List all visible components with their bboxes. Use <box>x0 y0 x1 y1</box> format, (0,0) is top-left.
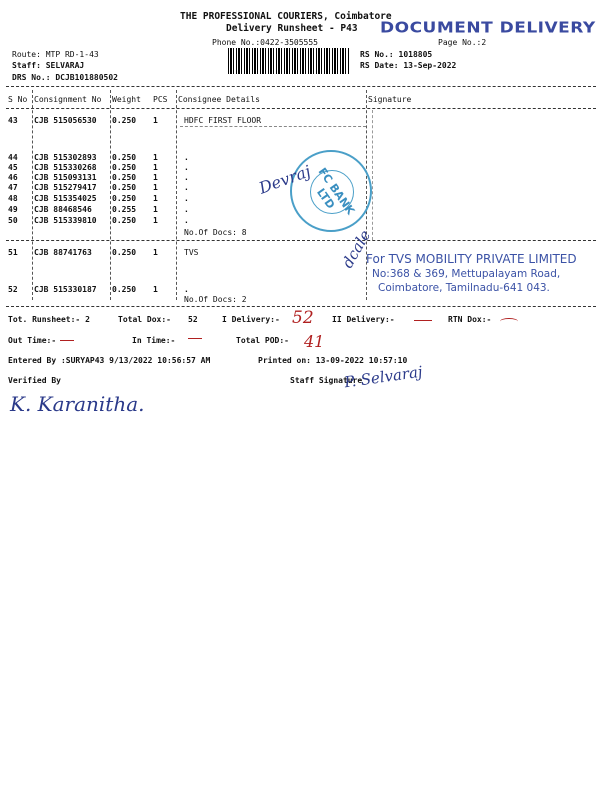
row-details: . <box>184 183 189 192</box>
tvs-stamp-line2: No:368 & 369, Mettupalayam Road, <box>372 268 561 280</box>
rtn-dox-dash <box>500 318 518 325</box>
col-weight: Weight <box>112 95 141 104</box>
receiver-signature: Devraj <box>256 161 314 198</box>
row-details: . <box>184 216 189 225</box>
divider <box>6 240 596 241</box>
staff-signature-label: Staff Signature <box>290 376 363 385</box>
row-details: . <box>184 194 189 203</box>
row-sno: 44 <box>8 153 18 162</box>
total-dox-value: 52 <box>188 315 198 324</box>
column-separator <box>32 90 33 300</box>
row-pcs: 1 <box>153 153 158 162</box>
row-pcs: 1 <box>153 205 158 214</box>
company-name: THE PROFESSIONAL COURIERS, Coimbatore <box>180 11 392 22</box>
col-signature: Signature <box>368 95 412 104</box>
row-weight: 0.250 <box>112 173 137 182</box>
row-pcs: 1 <box>153 248 158 257</box>
row-consignment: CJB 88741763 <box>34 248 92 257</box>
column-separator <box>110 90 111 300</box>
row-sno: 46 <box>8 173 18 182</box>
row-pcs: 1 <box>153 285 158 294</box>
row-details: . <box>184 205 189 214</box>
printed-on: Printed on: 13-09-2022 10:57:10 <box>258 356 408 365</box>
rs-date: RS Date: 13-Sep-2022 <box>360 61 457 70</box>
in-time-dash <box>188 338 202 339</box>
route: Route: MTP RD-1-43 <box>12 50 99 59</box>
row-weight: 0.250 <box>112 248 137 257</box>
row-weight: 0.250 <box>112 194 137 203</box>
rs-number: RS No.: 1018805 <box>360 50 433 59</box>
divider <box>6 86 596 87</box>
row-consignment: CJB 88468546 <box>34 205 92 214</box>
row-sno: 43 <box>8 116 18 125</box>
row-details: . <box>184 163 189 172</box>
row-consignment: CJB 515302893 <box>34 153 97 162</box>
docs-count: No.Of Docs: 8 <box>184 228 247 237</box>
row-weight: 0.250 <box>112 116 137 125</box>
out-time-label: Out Time:- <box>8 336 57 345</box>
i-delivery-label: I Delivery:- <box>222 315 280 324</box>
row-consignment: CJB 515279417 <box>34 183 97 192</box>
total-pod-label: Total POD:- <box>236 336 289 345</box>
tvs-stamp-line1: For TVS MOBILITY PRIVATE LIMITED <box>366 252 577 266</box>
row-sno: 45 <box>8 163 18 172</box>
docs-count: No.Of Docs: 2 <box>184 295 247 304</box>
row-pcs: 1 <box>153 116 158 125</box>
col-consignment: Consignment No <box>34 95 102 104</box>
row-sno: 47 <box>8 183 18 192</box>
row-sno: 50 <box>8 216 18 225</box>
divider <box>6 108 596 109</box>
row-consignment: CJB 515330268 <box>34 163 97 172</box>
row-details: . <box>184 285 189 294</box>
total-dox-label: Total Dox:- <box>118 315 171 324</box>
page-number: Page No.:2 <box>438 38 487 47</box>
row-weight: 0.250 <box>112 216 137 225</box>
row-details: TVS <box>184 248 199 257</box>
row-pcs: 1 <box>153 216 158 225</box>
tvs-signature: dcale <box>338 226 375 272</box>
row-consignment: CJB 515093131 <box>34 173 97 182</box>
verified-by-label: Verified By <box>8 376 61 385</box>
staff: Staff: SELVARAJ <box>12 61 85 70</box>
entered-by: Entered By :SURYAP43 9/13/2022 10:56:57 AM <box>8 356 211 365</box>
row-sno: 49 <box>8 205 18 214</box>
barcode <box>228 48 350 74</box>
row-pcs: 1 <box>153 194 158 203</box>
column-separator <box>372 110 373 240</box>
row-weight: 0.255 <box>112 205 137 214</box>
row-consignment: CJB 515330187 <box>34 285 97 294</box>
row-sno: 48 <box>8 194 18 203</box>
out-time-dash <box>60 340 74 341</box>
drs-number: DRS No.: DCJB101880502 <box>12 73 118 82</box>
phone-number: Phone No.:0422-3505555 <box>212 38 318 47</box>
total-pod-value: 41 <box>304 332 325 351</box>
row-details: HDFC FIRST FLOOR <box>184 116 262 125</box>
row-weight: 0.250 <box>112 285 137 294</box>
col-consignee: Consignee Details <box>178 95 260 104</box>
row-details: . <box>184 173 189 182</box>
i-delivery-value: 52 <box>292 308 314 328</box>
row-consignment: CJB 515339810 <box>34 216 97 225</box>
row-sno: 51 <box>8 248 18 257</box>
row-details: . <box>184 153 189 162</box>
divider <box>180 126 366 127</box>
row-pcs: 1 <box>153 173 158 182</box>
rtn-dox-label: RTN Dox:- <box>448 315 492 324</box>
column-separator <box>176 90 177 300</box>
tvs-stamp-line3: Coimbatore, Tamilnadu-641 043. <box>378 282 550 294</box>
row-consignment: CJB 515056530 <box>34 116 97 125</box>
col-sno: S No <box>8 95 28 104</box>
ii-delivery-dash <box>414 320 432 321</box>
row-weight: 0.250 <box>112 163 137 172</box>
verifier-handwritten-name: K. Karanitha. <box>10 392 145 416</box>
row-pcs: 1 <box>153 163 158 172</box>
ii-delivery-label: II Delivery:- <box>332 315 395 324</box>
col-pcs: PCS <box>153 95 168 104</box>
staff-handwritten-signature: P. Selvaraj <box>343 362 424 392</box>
runsheet-title: Delivery Runsheet - P43 <box>226 23 358 34</box>
row-consignment: CJB 515354025 <box>34 194 97 203</box>
bank-seal-text: FC BANK LTD <box>314 165 358 218</box>
row-weight: 0.250 <box>112 153 137 162</box>
in-time-label: In Time:- <box>132 336 176 345</box>
divider <box>6 306 596 307</box>
total-runsheet: Tot. Runsheet:- 2 <box>8 315 90 324</box>
row-pcs: 1 <box>153 183 158 192</box>
row-sno: 52 <box>8 285 18 294</box>
row-weight: 0.250 <box>112 183 137 192</box>
document-delivery-stamp: DOCUMENT DELIVERY <box>380 19 596 37</box>
